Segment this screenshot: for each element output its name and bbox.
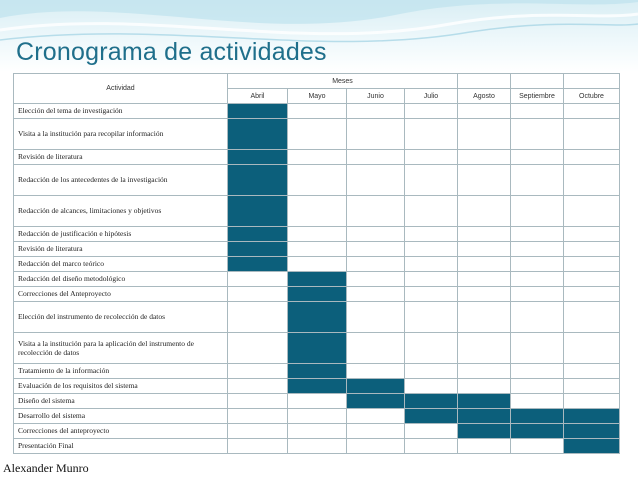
page-title: Cronograma de actividades [16,38,327,66]
activity-cell: Correcciones del Anteproyecto [14,287,228,302]
schedule-cell-empty [228,364,288,379]
schedule-cell-empty [405,333,458,364]
schedule-cell-empty [511,333,564,364]
schedule-cell-empty [564,227,620,242]
table-row [14,364,620,379]
month-header-octubre: Octubre [564,89,620,104]
table-row [14,272,620,287]
table-row [14,119,620,150]
schedule-cell-empty [347,272,405,287]
schedule-cell-empty [347,165,405,196]
schedule-cell-empty [288,394,347,409]
schedule-cell-empty [228,333,288,364]
schedule-cell-empty [347,287,405,302]
activity-cell: Revisión de literatura [14,242,228,257]
schedule-cell-empty [405,257,458,272]
schedule-cell-empty [347,257,405,272]
activity-cell: Redacción de justificación e hipótesis [14,227,228,242]
schedule-cell-empty [347,364,405,379]
activity-cell: Redacción de alcances, limitaciones y objetivos [14,196,228,227]
schedule-cell-empty [347,424,405,439]
table-row [14,287,620,302]
schedule-cell-active [288,287,347,302]
schedule-cell-empty [564,379,620,394]
schedule-cell-empty [458,302,511,333]
schedule-cell-empty [511,196,564,227]
schedule-cell-empty [405,227,458,242]
schedule-cell-active [511,409,564,424]
schedule-cell-active [347,394,405,409]
activity-header: Actividad [14,74,228,104]
schedule-cell-empty [405,196,458,227]
table-row [14,333,620,364]
schedule-cell-empty [564,119,620,150]
schedule-cell-empty [564,394,620,409]
schedule-cell-empty [405,242,458,257]
schedule-cell-empty [458,272,511,287]
schedule-cell-empty [511,242,564,257]
schedule-cell-empty [228,439,288,454]
activity-cell: Elección del tema de investigación [14,104,228,119]
author-name: Alexander Munro [3,461,89,475]
schedule-cell-empty [511,165,564,196]
schedule-cell-empty [511,379,564,394]
activity-cell: Presentación Final [14,439,228,454]
schedule-cell-empty [288,439,347,454]
schedule-cell-empty [347,333,405,364]
schedule-cell-empty [347,242,405,257]
activity-cell: Redacción de los antecedentes de la investigación [14,165,228,196]
schedule-cell-active [564,439,620,454]
schedule-cell-active [288,333,347,364]
schedule-cell-active [288,272,347,287]
schedule-cell-empty [288,119,347,150]
schedule-cell-active [288,302,347,333]
schedule-cell-empty [405,379,458,394]
schedule-cell-empty [405,364,458,379]
schedule-cell-empty [288,242,347,257]
schedule-cell-empty [564,287,620,302]
schedule-cell-active [288,379,347,394]
schedule-cell-empty [458,287,511,302]
schedule-cell-empty [458,364,511,379]
header-empty-cell [564,74,620,89]
schedule-cell-empty [288,227,347,242]
schedule-cell-active [458,394,511,409]
schedule-cell-empty [564,196,620,227]
schedule-cell-empty [347,302,405,333]
schedule-cell-empty [288,165,347,196]
table-row [14,302,620,333]
table-row [14,409,620,424]
schedule-cell-empty [405,272,458,287]
table-row [14,104,620,119]
schedule-cell-empty [564,302,620,333]
table-row [14,227,620,242]
schedule-cell-active [228,150,288,165]
schedule-cell-active [405,409,458,424]
activity-cell: Revisión de literatura [14,150,228,165]
activity-cell: Desarrollo del sistema [14,409,228,424]
schedule-cell-active [405,394,458,409]
schedule-cell-active [228,257,288,272]
schedule-cell-empty [405,287,458,302]
schedule-cell-active [228,227,288,242]
schedule-cell-empty [564,364,620,379]
schedule-cell-empty [511,287,564,302]
schedule-cell-empty [458,242,511,257]
schedule-cell-empty [511,104,564,119]
activity-cell: Diseño del sistema [14,394,228,409]
schedule-cell-empty [458,119,511,150]
table-row [14,424,620,439]
schedule-cell-empty [564,257,620,272]
schedule-cell-empty [511,439,564,454]
header-row-top [14,74,620,89]
schedule-cell-empty [511,394,564,409]
month-header-septiembre: Septiembre [511,89,564,104]
header-empty-cell [511,74,564,89]
table-row [14,394,620,409]
header-empty-cell [458,74,511,89]
schedule-cell-empty [564,150,620,165]
schedule-cell-empty [458,257,511,272]
schedule-table [13,73,620,454]
schedule-cell-empty [347,227,405,242]
schedule-cell-empty [511,364,564,379]
month-header-junio: Junio [347,89,405,104]
schedule-cell-empty [347,150,405,165]
schedule-cell-empty [288,424,347,439]
schedule-cell-empty [347,196,405,227]
schedule-cell-empty [288,104,347,119]
table-row [14,257,620,272]
schedule-cell-active [228,196,288,227]
schedule-cell-active [228,165,288,196]
month-header-abril: Abril [228,89,288,104]
schedule-cell-empty [405,439,458,454]
schedule-cell-empty [405,119,458,150]
schedule-cell-empty [458,104,511,119]
activity-cell: Evaluación de los requisitos del sistema [14,379,228,394]
schedule-cell-empty [405,302,458,333]
schedule-body [14,104,620,454]
activity-cell: Correcciones del anteproyecto [14,424,228,439]
activity-cell: Elección del instrumento de recolección de datos [14,302,228,333]
schedule-cell-empty [228,424,288,439]
table-row [14,165,620,196]
schedule-cell-empty [511,119,564,150]
schedule-cell-empty [458,379,511,394]
schedule-cell-empty [511,302,564,333]
schedule-cell-empty [458,196,511,227]
schedule-cell-empty [347,104,405,119]
schedule-cell-empty [288,150,347,165]
schedule-cell-empty [564,272,620,287]
schedule-cell-empty [564,165,620,196]
schedule-cell-empty [347,439,405,454]
schedule-cell-active [458,424,511,439]
schedule-cell-empty [564,242,620,257]
table-row [14,242,620,257]
activity-cell: Redacción del diseño metodológico [14,272,228,287]
schedule-cell-empty [511,227,564,242]
schedule-cell-active [458,409,511,424]
table-row [14,379,620,394]
schedule-cell-empty [228,379,288,394]
schedule-cell-empty [458,333,511,364]
schedule-cell-active [288,364,347,379]
schedule-cell-active [347,379,405,394]
schedule-cell-active [564,409,620,424]
schedule-cell-empty [405,165,458,196]
schedule-cell-empty [564,333,620,364]
schedule-cell-empty [511,257,564,272]
schedule-cell-empty [405,150,458,165]
schedule-cell-empty [458,227,511,242]
schedule-cell-empty [228,287,288,302]
activity-cell: Tratamiento de la información [14,364,228,379]
schedule-cell-empty [405,104,458,119]
schedule-cell-active [228,119,288,150]
schedule-cell-empty [458,165,511,196]
schedule-cell-empty [511,150,564,165]
schedule-cell-active [228,104,288,119]
schedule-cell-empty [458,439,511,454]
schedule-cell-empty [564,104,620,119]
schedule-cell-empty [228,394,288,409]
month-header-agosto: Agosto [458,89,511,104]
schedule-cell-empty [228,409,288,424]
schedule-cell-empty [228,302,288,333]
schedule-cell-empty [347,409,405,424]
schedule-cell-active [228,242,288,257]
schedule-cell-empty [228,272,288,287]
activity-cell: Visita a la institución para la aplicación del instrumento de recolección de datos [14,333,228,364]
activity-cell: Redacción del marco teórico [14,257,228,272]
schedule-cell-active [564,424,620,439]
table-row [14,196,620,227]
schedule-cell-empty [511,272,564,287]
table-row [14,439,620,454]
activity-cell: Visita a la institución para recopilar información [14,119,228,150]
schedule-cell-empty [458,150,511,165]
table-row [14,150,620,165]
month-header-julio: Julio [405,89,458,104]
schedule-cell-empty [288,257,347,272]
schedule-cell-active [511,424,564,439]
months-header: Meses [228,74,458,89]
schedule-cell-empty [288,409,347,424]
schedule-cell-empty [347,119,405,150]
schedule-cell-empty [288,196,347,227]
schedule-cell-empty [405,424,458,439]
month-header-mayo: Mayo [288,89,347,104]
